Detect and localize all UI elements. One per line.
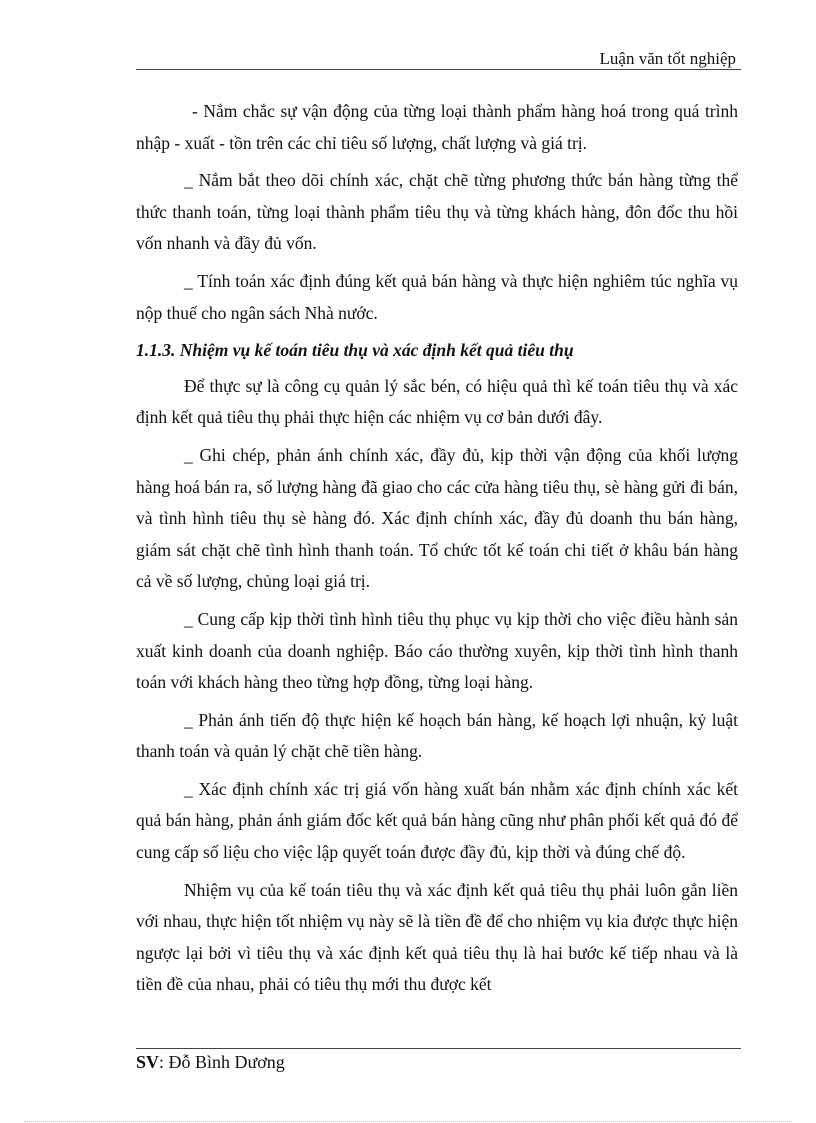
footer-student-name: Đỗ Bình Dương <box>164 1052 285 1072</box>
footer <box>136 1052 285 1073</box>
paragraph-8: _ Xác định chính xác trị giá vốn hàng xuất bán nhằm xác định chính xác kết quả bán hàng, phản ánh giám đốc kết quả bán hàng cũng như phân phối kết quả đó để cung cấp số liệu cho việc lập quyết toán được đầy đủ, kịp thời và đúng chế độ. <box>136 778 738 863</box>
paragraph-9: Nhiệm vụ của kế toán tiêu thụ và xác định kết quả tiêu thụ phải luôn gắn liền với nhau, thực hiện tốt nhiệm vụ này sẽ là tiền đề để cho nhiệm vụ kia được thực hiện ngược lại bởi vì tiêu thụ và xác định kết quả tiêu thụ là hai bước kế tiếp nhau và là tiền đề của nhau, phải có tiêu thụ mới thu được kết <box>136 879 738 995</box>
header-divider <box>136 69 741 70</box>
paragraph-2: _ Nắm bắt theo dõi chính xác, chặt chẽ từng phương thức bán hàng từng thể thức thanh toán, từng loại thành phẩm tiêu thụ và từng khách hàng, đôn đốc thu hồi vốn nhanh và đầy đủ vốn. <box>136 170 738 254</box>
running-header: Luận văn tốt nghiệp <box>599 49 736 68</box>
paragraph-6: _ Cung cấp kịp thời tình hình tiêu thụ phục vụ kịp thời cho việc điều hành sản xuất kinh doanh của doanh nghiệp. Báo cáo thường xuyên, kịp thời tình hình thanh toán với khách hàng theo từng hợp đồng, từng loại hàng. <box>136 608 738 693</box>
paragraph-5: _ Ghi chép, phản ánh chính xác, đầy đủ, kịp thời vận động của khối lượng hàng hoá bán ra, số lượng hàng đã giao cho các cửa hàng tiêu thụ, sè hàng gửi đi bán, và tình hình tiêu thụ sè hàng đó. Xác định chính xác, đầy đủ doanh thu bán hàng, giám sát chặt chẽ tình hình thanh toán. Tổ chức tốt kế toán chi tiết ở khâu bán hàng cả về số lượng, chủng loại giá trị. <box>136 444 738 592</box>
paragraph-7: _ Phản ánh tiến độ thực hiện kế hoạch bán hàng, kế hoạch lợi nhuận, kỷ luật thanh toán và quản lý chặt chẽ tiền hàng. <box>136 709 738 762</box>
document-body <box>136 96 738 1007</box>
page-edge <box>24 1121 792 1122</box>
section-heading: 1.1.3. Nhiệm vụ kế toán tiêu thụ và xác định kết quả tiêu thụ <box>136 340 574 361</box>
paragraph-3: _ Tính toán xác định đúng kết quả bán hàng và thực hiện nghiêm túc nghĩa vụ nộp thuế cho ngân sách Nhà nước. <box>136 270 738 323</box>
footer-separator: : <box>159 1052 165 1072</box>
footer-label: SV <box>136 1052 160 1072</box>
paragraph-1: - Nắm chắc sự vận động của từng loại thành phẩm hàng hoá trong quá trình nhập - xuất - tồn trên các chỉ tiêu số lượng, chất lượng và giá trị. <box>136 101 738 153</box>
paragraph-4: Để thực sự là công cụ quản lý sắc bén, có hiệu quả thì kế toán tiêu thụ và xác định kết quả tiêu thụ phải thực hiện các nhiệm vụ cơ bản dưới đây. <box>136 375 738 428</box>
footer-divider <box>136 1048 741 1049</box>
